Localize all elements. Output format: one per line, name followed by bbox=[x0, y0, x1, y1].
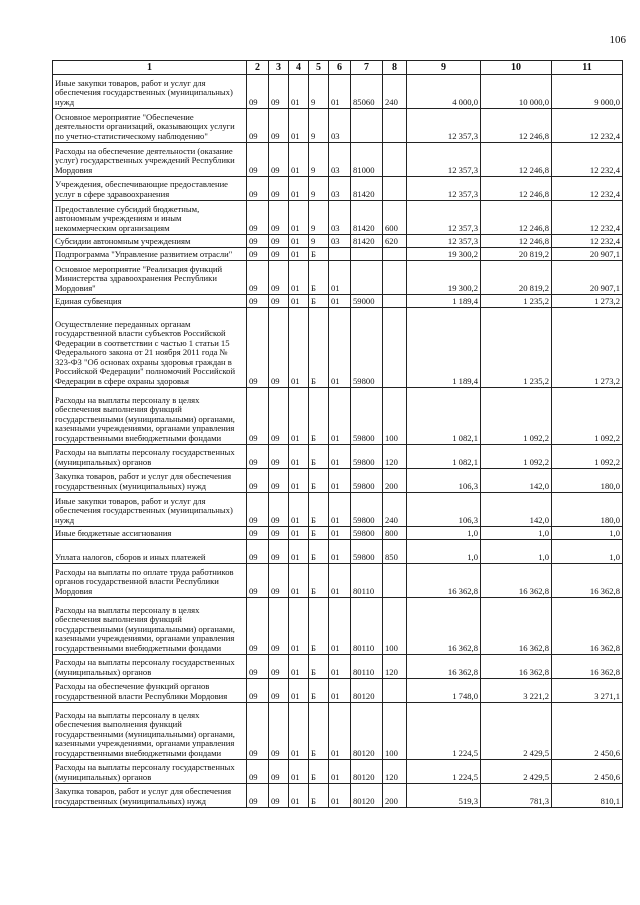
code-event-cell bbox=[329, 248, 351, 261]
code-gp-cell: 09 bbox=[247, 261, 269, 295]
amount-col11-cell: 12 232,4 bbox=[552, 109, 623, 143]
column-header: 3 bbox=[269, 61, 289, 75]
code-gp-cell: 09 bbox=[247, 469, 269, 493]
code-program-cell: 01 bbox=[289, 493, 309, 527]
code-direction-cell: 81420 bbox=[351, 201, 383, 235]
code-subprogram-cell: Б bbox=[309, 655, 329, 679]
code-event-cell: 01 bbox=[329, 784, 351, 808]
amount-col11-cell: 20 907,1 bbox=[552, 248, 623, 261]
code-type-cell bbox=[383, 295, 407, 308]
code-event-cell: 01 bbox=[329, 540, 351, 564]
amount-col10-cell: 16 362,8 bbox=[481, 598, 552, 655]
code-subgp-cell: 09 bbox=[269, 75, 289, 109]
code-subgp-cell: 09 bbox=[269, 784, 289, 808]
amount-col10-cell: 3 221,2 bbox=[481, 679, 552, 703]
table-row bbox=[53, 201, 623, 235]
code-program-cell: 01 bbox=[289, 527, 309, 540]
page-number: 106 bbox=[609, 34, 626, 46]
code-type-cell bbox=[383, 308, 407, 388]
code-subgp-cell: 09 bbox=[269, 261, 289, 295]
table-row bbox=[53, 598, 623, 655]
code-subprogram-cell: Б bbox=[309, 248, 329, 261]
code-event-cell: 01 bbox=[329, 598, 351, 655]
amount-col11-cell: 1 092,2 bbox=[552, 388, 623, 445]
code-subprogram-cell: Б bbox=[309, 308, 329, 388]
code-type-cell: 120 bbox=[383, 760, 407, 784]
code-gp-cell: 09 bbox=[247, 177, 269, 201]
table-row bbox=[53, 143, 623, 177]
code-event-cell: 01 bbox=[329, 564, 351, 598]
code-program-cell: 01 bbox=[289, 540, 309, 564]
code-direction-cell: 59800 bbox=[351, 540, 383, 564]
code-type-cell bbox=[383, 109, 407, 143]
row-name-cell: Подпрограмма "Управление развитием отрасли" bbox=[53, 248, 247, 261]
code-subgp-cell: 09 bbox=[269, 445, 289, 469]
amount-col11-cell: 12 232,4 bbox=[552, 177, 623, 201]
code-gp-cell: 09 bbox=[247, 248, 269, 261]
code-event-cell: 01 bbox=[329, 295, 351, 308]
code-subgp-cell: 09 bbox=[269, 564, 289, 598]
code-program-cell: 01 bbox=[289, 109, 309, 143]
code-gp-cell: 09 bbox=[247, 760, 269, 784]
code-gp-cell: 09 bbox=[247, 308, 269, 388]
code-program-cell: 01 bbox=[289, 388, 309, 445]
column-header: 2 bbox=[247, 61, 269, 75]
amount-col11-cell: 1,0 bbox=[552, 540, 623, 564]
table-body bbox=[53, 75, 623, 808]
code-direction-cell: 80120 bbox=[351, 703, 383, 760]
code-direction-cell: 59800 bbox=[351, 493, 383, 527]
code-subgp-cell: 09 bbox=[269, 201, 289, 235]
code-subgp-cell: 09 bbox=[269, 655, 289, 679]
amount-col11-cell: 9 000,0 bbox=[552, 75, 623, 109]
code-subgp-cell: 09 bbox=[269, 109, 289, 143]
code-direction-cell bbox=[351, 248, 383, 261]
code-subprogram-cell: 9 bbox=[309, 143, 329, 177]
code-type-cell: 850 bbox=[383, 540, 407, 564]
code-direction-cell bbox=[351, 109, 383, 143]
amount-col11-cell: 20 907,1 bbox=[552, 261, 623, 295]
code-direction-cell: 81420 bbox=[351, 235, 383, 248]
amount-col9-cell: 4 000,0 bbox=[407, 75, 481, 109]
amount-col10-cell: 20 819,2 bbox=[481, 261, 552, 295]
row-name-cell: Закупка товаров, работ и услуг для обеспечения государственных (муниципальных) нужд bbox=[53, 469, 247, 493]
code-subgp-cell: 09 bbox=[269, 493, 289, 527]
code-program-cell: 01 bbox=[289, 261, 309, 295]
code-type-cell: 600 bbox=[383, 201, 407, 235]
code-program-cell: 01 bbox=[289, 598, 309, 655]
code-subprogram-cell: Б bbox=[309, 261, 329, 295]
code-program-cell: 01 bbox=[289, 784, 309, 808]
code-event-cell: 01 bbox=[329, 655, 351, 679]
amount-col10-cell: 2 429,5 bbox=[481, 703, 552, 760]
row-name-cell: Осуществление переданных органам государственной власти субъектов Российской Федерации в соответствии с частью 1 статьи 15 Федерального закона от 21 ноября 2011 года № 323-ФЗ "Об основах охраны здоровья граждан в Российской Федерации" полномочий Российской Федерации в сфере охраны здоровья bbox=[53, 308, 247, 388]
code-subprogram-cell: 9 bbox=[309, 235, 329, 248]
row-name-cell: Уплата налогов, сборов и иных платежей bbox=[53, 540, 247, 564]
amount-col11-cell: 1 092,2 bbox=[552, 445, 623, 469]
code-program-cell: 01 bbox=[289, 295, 309, 308]
code-gp-cell: 09 bbox=[247, 527, 269, 540]
code-gp-cell: 09 bbox=[247, 109, 269, 143]
row-name-cell: Расходы на выплаты персоналу государственных (муниципальных) органов bbox=[53, 760, 247, 784]
amount-col11-cell: 2 450,6 bbox=[552, 760, 623, 784]
code-gp-cell: 09 bbox=[247, 703, 269, 760]
code-program-cell: 01 bbox=[289, 308, 309, 388]
amount-col11-cell: 16 362,8 bbox=[552, 598, 623, 655]
code-type-cell bbox=[383, 177, 407, 201]
table-row bbox=[53, 75, 623, 109]
amount-col9-cell: 12 357,3 bbox=[407, 177, 481, 201]
amount-col9-cell: 12 357,3 bbox=[407, 235, 481, 248]
amount-col11-cell: 12 232,4 bbox=[552, 143, 623, 177]
table-row bbox=[53, 235, 623, 248]
code-gp-cell: 09 bbox=[247, 75, 269, 109]
code-gp-cell: 09 bbox=[247, 564, 269, 598]
code-event-cell: 01 bbox=[329, 679, 351, 703]
code-subprogram-cell: Б bbox=[309, 445, 329, 469]
amount-col11-cell: 1 273,2 bbox=[552, 295, 623, 308]
code-subprogram-cell: Б bbox=[309, 703, 329, 760]
amount-col9-cell: 12 357,3 bbox=[407, 201, 481, 235]
code-type-cell: 120 bbox=[383, 655, 407, 679]
code-subgp-cell: 09 bbox=[269, 760, 289, 784]
code-subprogram-cell: 9 bbox=[309, 75, 329, 109]
code-type-cell: 100 bbox=[383, 598, 407, 655]
code-event-cell: 01 bbox=[329, 469, 351, 493]
row-name-cell: Расходы на обеспечение деятельности (оказание услуг) государственных учреждений Республики Мордовия bbox=[53, 143, 247, 177]
code-type-cell: 100 bbox=[383, 388, 407, 445]
row-name-cell: Иные бюджетные ассигнования bbox=[53, 527, 247, 540]
amount-col11-cell: 12 232,4 bbox=[552, 235, 623, 248]
column-header: 6 bbox=[329, 61, 351, 75]
code-subgp-cell: 09 bbox=[269, 295, 289, 308]
row-name-cell: Расходы на выплаты по оплате труда работников органов государственной власти Республики Мордовия bbox=[53, 564, 247, 598]
code-subgp-cell: 09 bbox=[269, 388, 289, 445]
code-program-cell: 01 bbox=[289, 248, 309, 261]
code-direction-cell: 81420 bbox=[351, 177, 383, 201]
code-type-cell: 120 bbox=[383, 445, 407, 469]
code-subprogram-cell: 9 bbox=[309, 177, 329, 201]
code-subprogram-cell: Б bbox=[309, 295, 329, 308]
code-event-cell: 01 bbox=[329, 527, 351, 540]
amount-col9-cell: 1 189,4 bbox=[407, 295, 481, 308]
amount-col9-cell: 16 362,8 bbox=[407, 598, 481, 655]
row-name-cell: Иные закупки товаров, работ и услуг для обеспечения государственных (муниципальных) нужд bbox=[53, 493, 247, 527]
amount-col11-cell: 12 232,4 bbox=[552, 201, 623, 235]
code-gp-cell: 09 bbox=[247, 540, 269, 564]
amount-col11-cell: 180,0 bbox=[552, 469, 623, 493]
code-event-cell: 01 bbox=[329, 493, 351, 527]
code-program-cell: 01 bbox=[289, 760, 309, 784]
amount-col10-cell: 781,3 bbox=[481, 784, 552, 808]
code-direction-cell: 80120 bbox=[351, 784, 383, 808]
table-row bbox=[53, 679, 623, 703]
amount-col11-cell: 2 450,6 bbox=[552, 703, 623, 760]
code-gp-cell: 09 bbox=[247, 493, 269, 527]
code-direction-cell: 80110 bbox=[351, 598, 383, 655]
amount-col10-cell: 20 819,2 bbox=[481, 248, 552, 261]
amount-col10-cell: 1,0 bbox=[481, 527, 552, 540]
amount-col11-cell: 810,1 bbox=[552, 784, 623, 808]
row-name-cell: Субсидии автономным учреждениям bbox=[53, 235, 247, 248]
code-subprogram-cell: Б bbox=[309, 527, 329, 540]
code-type-cell bbox=[383, 143, 407, 177]
code-subprogram-cell: Б bbox=[309, 540, 329, 564]
code-type-cell bbox=[383, 248, 407, 261]
code-direction-cell: 59000 bbox=[351, 295, 383, 308]
table-row bbox=[53, 109, 623, 143]
row-name-cell: Закупка товаров, работ и услуг для обеспечения государственных (муниципальных) нужд bbox=[53, 784, 247, 808]
code-event-cell: 03 bbox=[329, 109, 351, 143]
code-subprogram-cell: Б bbox=[309, 679, 329, 703]
amount-col11-cell: 180,0 bbox=[552, 493, 623, 527]
code-event-cell: 01 bbox=[329, 760, 351, 784]
code-gp-cell: 09 bbox=[247, 598, 269, 655]
table-row bbox=[53, 784, 623, 808]
code-direction-cell: 80120 bbox=[351, 679, 383, 703]
column-header: 11 bbox=[552, 61, 623, 75]
code-direction-cell: 59800 bbox=[351, 445, 383, 469]
amount-col9-cell: 12 357,3 bbox=[407, 109, 481, 143]
row-name-cell: Расходы на выплаты персоналу государственных (муниципальных) органов bbox=[53, 445, 247, 469]
row-name-cell: Расходы на выплаты персоналу в целях обеспечения выполнения функций государственными (муниципальными) органами, казенными учреждениями, органами управления государственными внебюджетными фондами bbox=[53, 703, 247, 760]
code-subprogram-cell: 9 bbox=[309, 109, 329, 143]
amount-col10-cell: 12 246,8 bbox=[481, 201, 552, 235]
amount-col9-cell: 16 362,8 bbox=[407, 655, 481, 679]
code-subprogram-cell: Б bbox=[309, 388, 329, 445]
column-header: 10 bbox=[481, 61, 552, 75]
row-name-cell: Расходы на выплаты персоналу государственных (муниципальных) органов bbox=[53, 655, 247, 679]
amount-col11-cell: 3 271,1 bbox=[552, 679, 623, 703]
row-name-cell: Учреждения, обеспечивающие предоставление услуг в сфере здравоохранения bbox=[53, 177, 247, 201]
amount-col9-cell: 1,0 bbox=[407, 540, 481, 564]
amount-col10-cell: 1 092,2 bbox=[481, 445, 552, 469]
column-header-name: 1 bbox=[53, 61, 247, 75]
code-type-cell: 200 bbox=[383, 784, 407, 808]
code-direction-cell bbox=[351, 261, 383, 295]
table-row bbox=[53, 261, 623, 295]
code-event-cell: 03 bbox=[329, 143, 351, 177]
amount-col10-cell: 12 246,8 bbox=[481, 143, 552, 177]
table-row bbox=[53, 388, 623, 445]
code-subgp-cell: 09 bbox=[269, 679, 289, 703]
amount-col10-cell: 142,0 bbox=[481, 469, 552, 493]
code-subgp-cell: 09 bbox=[269, 703, 289, 760]
code-type-cell bbox=[383, 261, 407, 295]
amount-col10-cell: 12 246,8 bbox=[481, 177, 552, 201]
code-program-cell: 01 bbox=[289, 564, 309, 598]
code-gp-cell: 09 bbox=[247, 295, 269, 308]
code-program-cell: 01 bbox=[289, 469, 309, 493]
table-row bbox=[53, 248, 623, 261]
amount-col11-cell: 16 362,8 bbox=[552, 564, 623, 598]
table-row bbox=[53, 177, 623, 201]
code-subprogram-cell: 9 bbox=[309, 201, 329, 235]
code-program-cell: 01 bbox=[289, 75, 309, 109]
table-row bbox=[53, 469, 623, 493]
amount-col9-cell: 519,3 bbox=[407, 784, 481, 808]
column-header: 5 bbox=[309, 61, 329, 75]
code-program-cell: 01 bbox=[289, 235, 309, 248]
table-header-row bbox=[53, 61, 623, 75]
table-row bbox=[53, 527, 623, 540]
table-row bbox=[53, 295, 623, 308]
code-direction-cell: 59800 bbox=[351, 308, 383, 388]
code-direction-cell: 59800 bbox=[351, 469, 383, 493]
amount-col10-cell: 142,0 bbox=[481, 493, 552, 527]
code-program-cell: 01 bbox=[289, 679, 309, 703]
amount-col9-cell: 106,3 bbox=[407, 493, 481, 527]
amount-col10-cell: 10 000,0 bbox=[481, 75, 552, 109]
table-row bbox=[53, 493, 623, 527]
code-event-cell: 01 bbox=[329, 445, 351, 469]
code-subprogram-cell: Б bbox=[309, 469, 329, 493]
amount-col9-cell: 1,0 bbox=[407, 527, 481, 540]
amount-col9-cell: 16 362,8 bbox=[407, 564, 481, 598]
amount-col9-cell: 19 300,2 bbox=[407, 248, 481, 261]
code-subprogram-cell: Б bbox=[309, 784, 329, 808]
row-name-cell: Единая субвенция bbox=[53, 295, 247, 308]
code-subgp-cell: 09 bbox=[269, 177, 289, 201]
budget-table bbox=[52, 60, 623, 808]
code-direction-cell: 59800 bbox=[351, 388, 383, 445]
code-type-cell: 240 bbox=[383, 75, 407, 109]
amount-col9-cell: 1 748,0 bbox=[407, 679, 481, 703]
amount-col10-cell: 1,0 bbox=[481, 540, 552, 564]
amount-col9-cell: 19 300,2 bbox=[407, 261, 481, 295]
code-subprogram-cell: Б bbox=[309, 564, 329, 598]
code-gp-cell: 09 bbox=[247, 655, 269, 679]
code-subgp-cell: 09 bbox=[269, 308, 289, 388]
code-subgp-cell: 09 bbox=[269, 469, 289, 493]
amount-col10-cell: 12 246,8 bbox=[481, 109, 552, 143]
amount-col10-cell: 1 235,2 bbox=[481, 308, 552, 388]
table-row bbox=[53, 564, 623, 598]
code-event-cell: 01 bbox=[329, 261, 351, 295]
row-name-cell: Иные закупки товаров, работ и услуг для обеспечения государственных (муниципальных) нужд bbox=[53, 75, 247, 109]
code-type-cell bbox=[383, 679, 407, 703]
code-direction-cell: 59800 bbox=[351, 527, 383, 540]
row-name-cell: Расходы на выплаты персоналу в целях обеспечения выполнения функций государственными (муниципальными) органами, казенными учреждениями, органами управления государственными внебюджетными фондами bbox=[53, 388, 247, 445]
code-direction-cell: 81000 bbox=[351, 143, 383, 177]
code-type-cell: 620 bbox=[383, 235, 407, 248]
code-event-cell: 03 bbox=[329, 177, 351, 201]
code-event-cell: 01 bbox=[329, 388, 351, 445]
code-gp-cell: 09 bbox=[247, 235, 269, 248]
column-header: 4 bbox=[289, 61, 309, 75]
code-type-cell: 200 bbox=[383, 469, 407, 493]
amount-col9-cell: 1 082,1 bbox=[407, 445, 481, 469]
code-type-cell bbox=[383, 564, 407, 598]
amount-col9-cell: 12 357,3 bbox=[407, 143, 481, 177]
code-program-cell: 01 bbox=[289, 143, 309, 177]
amount-col10-cell: 12 246,8 bbox=[481, 235, 552, 248]
code-subgp-cell: 09 bbox=[269, 143, 289, 177]
code-type-cell: 240 bbox=[383, 493, 407, 527]
code-gp-cell: 09 bbox=[247, 679, 269, 703]
column-header: 8 bbox=[383, 61, 407, 75]
code-subgp-cell: 09 bbox=[269, 540, 289, 564]
amount-col11-cell: 1,0 bbox=[552, 527, 623, 540]
table-row bbox=[53, 445, 623, 469]
amount-col9-cell: 1 224,5 bbox=[407, 703, 481, 760]
code-subgp-cell: 09 bbox=[269, 598, 289, 655]
code-program-cell: 01 bbox=[289, 201, 309, 235]
code-event-cell: 01 bbox=[329, 75, 351, 109]
code-type-cell: 800 bbox=[383, 527, 407, 540]
row-name-cell: Основное мероприятие "Реализация функций Министерства здравоохранения Республики Мордовия" bbox=[53, 261, 247, 295]
amount-col9-cell: 106,3 bbox=[407, 469, 481, 493]
amount-col11-cell: 1 273,2 bbox=[552, 308, 623, 388]
amount-col9-cell: 1 082,1 bbox=[407, 388, 481, 445]
amount-col10-cell: 1 092,2 bbox=[481, 388, 552, 445]
code-direction-cell: 85060 bbox=[351, 75, 383, 109]
code-subgp-cell: 09 bbox=[269, 527, 289, 540]
row-name-cell: Расходы на обеспечение функций органов государственной власти Республики Мордовия bbox=[53, 679, 247, 703]
row-name-cell: Предоставление субсидий бюджетным, автономным учреждениям и иным некоммерческим организациям bbox=[53, 201, 247, 235]
table-row bbox=[53, 655, 623, 679]
table-row bbox=[53, 308, 623, 388]
amount-col10-cell: 1 235,2 bbox=[481, 295, 552, 308]
amount-col10-cell: 16 362,8 bbox=[481, 655, 552, 679]
code-event-cell: 03 bbox=[329, 235, 351, 248]
code-gp-cell: 09 bbox=[247, 784, 269, 808]
code-program-cell: 01 bbox=[289, 445, 309, 469]
code-gp-cell: 09 bbox=[247, 445, 269, 469]
code-subprogram-cell: Б bbox=[309, 760, 329, 784]
code-subprogram-cell: Б bbox=[309, 598, 329, 655]
amount-col9-cell: 1 224,5 bbox=[407, 760, 481, 784]
row-name-cell: Расходы на выплаты персоналу в целях обеспечения выполнения функций государственными (муниципальными) органами, казенными учреждениями, органами управления государственными внебюджетными фондами bbox=[53, 598, 247, 655]
code-direction-cell: 80120 bbox=[351, 760, 383, 784]
table-row bbox=[53, 540, 623, 564]
code-gp-cell: 09 bbox=[247, 143, 269, 177]
amount-col9-cell: 1 189,4 bbox=[407, 308, 481, 388]
code-type-cell: 100 bbox=[383, 703, 407, 760]
code-event-cell: 01 bbox=[329, 308, 351, 388]
amount-col10-cell: 16 362,8 bbox=[481, 564, 552, 598]
code-subprogram-cell: Б bbox=[309, 493, 329, 527]
amount-col10-cell: 2 429,5 bbox=[481, 760, 552, 784]
code-subgp-cell: 09 bbox=[269, 248, 289, 261]
code-gp-cell: 09 bbox=[247, 388, 269, 445]
code-event-cell: 01 bbox=[329, 703, 351, 760]
code-program-cell: 01 bbox=[289, 655, 309, 679]
row-name-cell: Основное мероприятие "Обеспечение деятельности организаций, оказывающих услуги по учетно-статистическому наблюдению" bbox=[53, 109, 247, 143]
code-direction-cell: 80110 bbox=[351, 655, 383, 679]
code-direction-cell: 80110 bbox=[351, 564, 383, 598]
code-program-cell: 01 bbox=[289, 177, 309, 201]
table-row bbox=[53, 760, 623, 784]
column-header: 7 bbox=[351, 61, 383, 75]
code-gp-cell: 09 bbox=[247, 201, 269, 235]
amount-col11-cell: 16 362,8 bbox=[552, 655, 623, 679]
code-subgp-cell: 09 bbox=[269, 235, 289, 248]
table-row bbox=[53, 703, 623, 760]
code-program-cell: 01 bbox=[289, 703, 309, 760]
code-event-cell: 03 bbox=[329, 201, 351, 235]
column-header: 9 bbox=[407, 61, 481, 75]
